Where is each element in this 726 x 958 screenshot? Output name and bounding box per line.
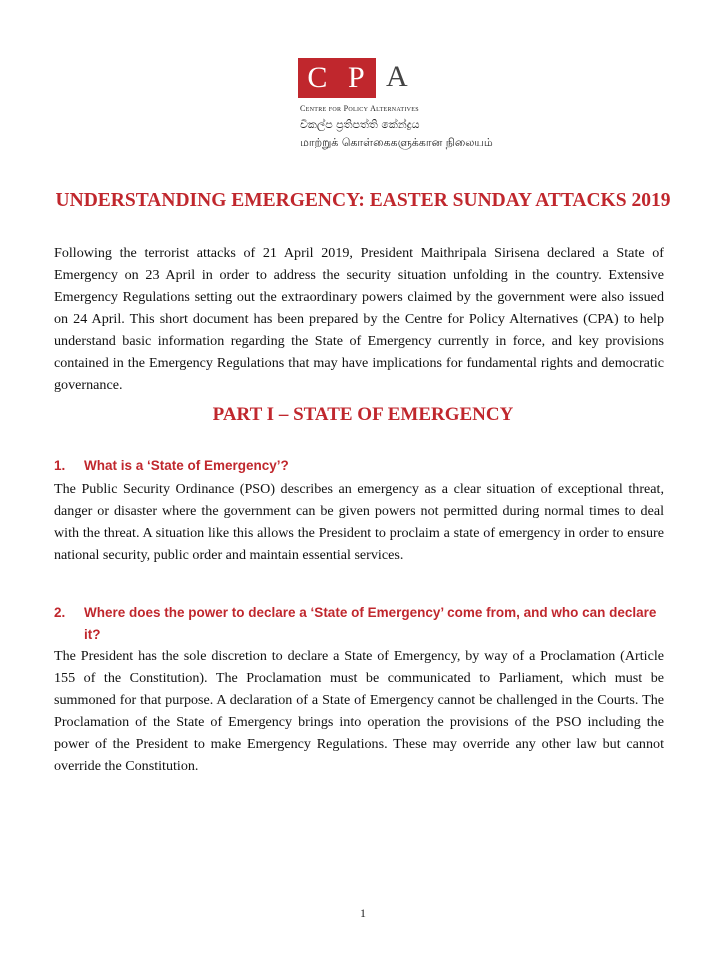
cpa-logo	[298, 58, 493, 158]
part-heading: PART I – STATE OF EMERGENCY	[212, 404, 514, 425]
section-1-number: 1.	[54, 458, 66, 473]
section-2-heading	[54, 602, 674, 646]
document-title: UNDERSTANDING EMERGENCY: EASTER SUNDAY ATTACKS 2019	[55, 190, 671, 211]
logo-letter-p: P	[347, 61, 367, 94]
section-1-heading	[54, 455, 674, 477]
section-2-answer: The President has the sole discretion to declare a State of Emergency, by way of a Proclamation (Article 155 of the Constitution). The Proclamation must be communicated to Parliament, which must be summoned for that purpose. A declaration of a State of Emergency cannot be challenged in the Courts. The Proclamation of the State of Emergency brings into operation the provisions of the PSO including the power of the President to make Emergency Regulations. These may override any other law but cannot override the Constitution.	[54, 648, 664, 774]
logo-letter-a: A	[386, 60, 408, 93]
logo-red-box	[298, 58, 376, 98]
section-1-question: What is a ‘State of Emergency’?	[84, 458, 289, 473]
logo-subtitle: Centre for Policy Alternatives	[300, 104, 419, 113]
logo-letter-c: C	[307, 61, 330, 94]
page-number: 1	[360, 906, 366, 920]
section-2-question: Where does the power to declare a ‘State of Emergency’ come from, and who can declare it?	[84, 605, 657, 642]
intro-paragraph: Following the terrorist attacks of 21 April 2019, President Maithripala Sirisena declared a State of Emergency on 23 April in order to address the security situation unfolding in the country. Extensive Emergency Regulations setting out the extraordinary powers claimed by the government were also issued on 24 April. This short document has been prepared by the Centre for Policy Alternatives (CPA) to help understand basic information regarding the State of Emergency currently in force, and key provisions contained in the Emergency Regulations that may have implications for fundamental rights and democratic governance.	[54, 245, 664, 393]
logo-tamil-name: மாற்றுக் கொள்கைகளுக்கான நிலையம்	[300, 136, 493, 149]
section-1-answer: The Public Security Ordinance (PSO) describes an emergency as a clear situation of exceptional threat, danger or disaster where the government can be given powers not permitted during normal times to deal with the threat. A situation like this allows the President to proclaim a state of emergency in order to ensure national security, public order and maintain essential services.	[54, 481, 664, 563]
section-2-number: 2.	[54, 605, 66, 620]
logo-sinhala-name: විකල්ප ප්‍රතිපත්ති කේන්ද්‍රය	[300, 118, 420, 131]
